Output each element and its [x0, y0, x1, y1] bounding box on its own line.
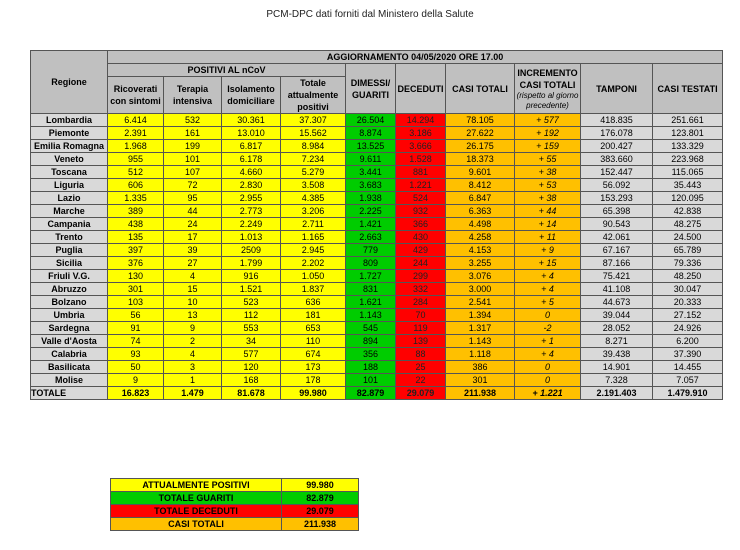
- table-row: [31, 296, 723, 309]
- casi-totali-cell: 6.363: [446, 205, 515, 218]
- ricoverati-cell: 606: [108, 179, 164, 192]
- terapia-header: Terapia intensiva: [164, 77, 222, 114]
- ricoverati-cell: 2.391: [108, 127, 164, 140]
- casi-testati-cell: 20.333: [653, 296, 723, 309]
- incremento-cell: + 44: [515, 205, 581, 218]
- table-row: [31, 127, 723, 140]
- incremento-cell: + 4: [515, 283, 581, 296]
- casi-testati-total-cell: 1.479.910: [653, 387, 723, 400]
- totale-positivi-cell: 8.984: [281, 140, 346, 153]
- tamponi-cell: 39.438: [581, 348, 653, 361]
- isolamento-cell: 2.773: [222, 205, 281, 218]
- deceduti-cell: 244: [396, 257, 446, 270]
- ricoverati-cell: 301: [108, 283, 164, 296]
- casi-totali-header: CASI TOTALI: [446, 64, 515, 114]
- incremento-cell: 0: [515, 309, 581, 322]
- summary-row: [111, 518, 359, 531]
- dimessi-cell: 1.938: [346, 192, 396, 205]
- dimessi-cell: 1.621: [346, 296, 396, 309]
- dimessi-cell: 2.663: [346, 231, 396, 244]
- isolamento-cell: 168: [222, 374, 281, 387]
- totale-positivi-total-cell: 99.980: [281, 387, 346, 400]
- casi-testati-cell: 133.329: [653, 140, 723, 153]
- isolamento-cell: 120: [222, 361, 281, 374]
- terapia-cell: 95: [164, 192, 222, 205]
- totale-positivi-cell: 110: [281, 335, 346, 348]
- dimessi-header: DIMESSI/ GUARITI: [346, 64, 396, 114]
- totale-positivi-cell: 173: [281, 361, 346, 374]
- table-row: [31, 166, 723, 179]
- casi-testati-cell: 251.661: [653, 114, 723, 127]
- update-title: AGGIORNAMENTO 04/05/2020 ORE 17.00: [108, 51, 723, 64]
- ricoverati-cell: 56: [108, 309, 164, 322]
- incremento-label: INCREMENTO CASI TOTALI: [517, 67, 578, 90]
- isolamento-cell: 2.830: [222, 179, 281, 192]
- deceduti-header: DECEDUTI: [396, 64, 446, 114]
- incremento-total-cell: + 1.221: [515, 387, 581, 400]
- region-cell: Piemonte: [31, 127, 108, 140]
- casi-testati-cell: 223.968: [653, 153, 723, 166]
- deceduti-cell: 119: [396, 322, 446, 335]
- dimessi-cell: 2.225: [346, 205, 396, 218]
- summary-value: 29.079: [282, 505, 359, 518]
- deceduti-cell: 14.294: [396, 114, 446, 127]
- deceduti-cell: 22: [396, 374, 446, 387]
- isolamento-cell: 523: [222, 296, 281, 309]
- region-cell: Liguria: [31, 179, 108, 192]
- deceduti-cell: 70: [396, 309, 446, 322]
- isolamento-cell: 4.660: [222, 166, 281, 179]
- ricoverati-cell: 6.414: [108, 114, 164, 127]
- terapia-cell: 24: [164, 218, 222, 231]
- region-cell: Marche: [31, 205, 108, 218]
- summary-row: [111, 492, 359, 505]
- terapia-cell: 199: [164, 140, 222, 153]
- terapia-cell: 107: [164, 166, 222, 179]
- isolamento-cell: 553: [222, 322, 281, 335]
- table-row: [31, 231, 723, 244]
- region-cell: Friuli V.G.: [31, 270, 108, 283]
- terapia-cell: 532: [164, 114, 222, 127]
- casi-testati-cell: 27.152: [653, 309, 723, 322]
- ricoverati-cell: 389: [108, 205, 164, 218]
- casi-testati-cell: 48.275: [653, 218, 723, 231]
- table-row: [31, 244, 723, 257]
- casi-testati-cell: 48.250: [653, 270, 723, 283]
- deceduti-cell: 284: [396, 296, 446, 309]
- table-row: [31, 348, 723, 361]
- region-cell: Umbria: [31, 309, 108, 322]
- tamponi-cell: 383.660: [581, 153, 653, 166]
- table-row: [31, 309, 723, 322]
- dimessi-cell: 188: [346, 361, 396, 374]
- totale-positivi-cell: 5.279: [281, 166, 346, 179]
- terapia-cell: 4: [164, 348, 222, 361]
- table-row: [31, 322, 723, 335]
- tamponi-cell: 42.061: [581, 231, 653, 244]
- table-row: [31, 218, 723, 231]
- ricoverati-cell: 397: [108, 244, 164, 257]
- casi-totali-cell: 386: [446, 361, 515, 374]
- casi-testati-cell: 79.336: [653, 257, 723, 270]
- casi-totali-cell: 301: [446, 374, 515, 387]
- terapia-cell: 17: [164, 231, 222, 244]
- tamponi-cell: 41.108: [581, 283, 653, 296]
- ricoverati-cell: 9: [108, 374, 164, 387]
- isolamento-cell: 2.955: [222, 192, 281, 205]
- deceduti-cell: 524: [396, 192, 446, 205]
- tamponi-cell: 65.398: [581, 205, 653, 218]
- incremento-cell: + 55: [515, 153, 581, 166]
- terapia-cell: 13: [164, 309, 222, 322]
- tamponi-cell: 75.421: [581, 270, 653, 283]
- region-cell: Toscana: [31, 166, 108, 179]
- casi-totali-cell: 9.601: [446, 166, 515, 179]
- ricoverati-cell: 91: [108, 322, 164, 335]
- totale-positivi-cell: 2.202: [281, 257, 346, 270]
- region-cell: Lazio: [31, 192, 108, 205]
- casi-testati-cell: 42.838: [653, 205, 723, 218]
- deceduti-cell: 139: [396, 335, 446, 348]
- casi-totali-cell: 1.394: [446, 309, 515, 322]
- deceduti-cell: 299: [396, 270, 446, 283]
- region-cell: Bolzano: [31, 296, 108, 309]
- casi-totali-cell: 27.622: [446, 127, 515, 140]
- incremento-cell: + 15: [515, 257, 581, 270]
- dimessi-cell: 101: [346, 374, 396, 387]
- totale-positivi-header: Totale attualmente positivi: [281, 77, 346, 114]
- dimessi-cell: 13.525: [346, 140, 396, 153]
- incremento-cell: + 192: [515, 127, 581, 140]
- region-total-cell: TOTALE: [31, 387, 108, 400]
- isolamento-cell: 1.521: [222, 283, 281, 296]
- incremento-cell: + 1: [515, 335, 581, 348]
- region-cell: Sicilia: [31, 257, 108, 270]
- casi-totali-cell: 3.255: [446, 257, 515, 270]
- totale-positivi-cell: 1.050: [281, 270, 346, 283]
- dimessi-cell: 1.421: [346, 218, 396, 231]
- ricoverati-cell: 438: [108, 218, 164, 231]
- tamponi-cell: 152.447: [581, 166, 653, 179]
- dimessi-cell: 1.727: [346, 270, 396, 283]
- tamponi-cell: 28.052: [581, 322, 653, 335]
- isolamento-cell: 1.799: [222, 257, 281, 270]
- dimessi-cell: 26.504: [346, 114, 396, 127]
- terapia-cell: 39: [164, 244, 222, 257]
- table-row: [31, 153, 723, 166]
- incremento-cell: + 4: [515, 270, 581, 283]
- tamponi-cell: 418.835: [581, 114, 653, 127]
- dimessi-cell: 831: [346, 283, 396, 296]
- isolamento-header: Isolamento domiciliare: [222, 77, 281, 114]
- isolamento-cell: 2509: [222, 244, 281, 257]
- casi-testati-cell: 35.443: [653, 179, 723, 192]
- casi-totali-cell: 1.118: [446, 348, 515, 361]
- casi-totali-cell: 2.541: [446, 296, 515, 309]
- casi-testati-cell: 14.455: [653, 361, 723, 374]
- incremento-cell: + 14: [515, 218, 581, 231]
- casi-testati-cell: 7.057: [653, 374, 723, 387]
- deceduti-cell: 430: [396, 231, 446, 244]
- terapia-cell: 10: [164, 296, 222, 309]
- casi-totali-cell: 1.143: [446, 335, 515, 348]
- isolamento-cell: 6.817: [222, 140, 281, 153]
- table-row: [31, 283, 723, 296]
- isolamento-cell: 112: [222, 309, 281, 322]
- tamponi-cell: 39.044: [581, 309, 653, 322]
- dimessi-cell: 545: [346, 322, 396, 335]
- dimessi-cell: 8.874: [346, 127, 396, 140]
- isolamento-cell: 34: [222, 335, 281, 348]
- region-cell: Trento: [31, 231, 108, 244]
- totale-positivi-cell: 178: [281, 374, 346, 387]
- dimessi-cell: 9.611: [346, 153, 396, 166]
- tamponi-cell: 153.293: [581, 192, 653, 205]
- incremento-cell: -2: [515, 322, 581, 335]
- incremento-cell: + 38: [515, 192, 581, 205]
- ricoverati-cell: 512: [108, 166, 164, 179]
- totale-positivi-cell: 3.206: [281, 205, 346, 218]
- table-row: [31, 374, 723, 387]
- incremento-header: [515, 64, 581, 114]
- totale-positivi-cell: 2.945: [281, 244, 346, 257]
- terapia-cell: 72: [164, 179, 222, 192]
- ricoverati-cell: 135: [108, 231, 164, 244]
- totale-positivi-cell: 636: [281, 296, 346, 309]
- isolamento-cell: 13.010: [222, 127, 281, 140]
- region-cell: Sardegna: [31, 322, 108, 335]
- terapia-cell: 161: [164, 127, 222, 140]
- terapia-cell: 27: [164, 257, 222, 270]
- summary-table: [110, 478, 359, 531]
- totale-positivi-cell: 2.711: [281, 218, 346, 231]
- region-cell: Calabria: [31, 348, 108, 361]
- ricoverati-header: Ricoverati con sintomi: [108, 77, 164, 114]
- tamponi-cell: 87.166: [581, 257, 653, 270]
- summary-label: TOTALE DECEDUTI: [111, 505, 282, 518]
- terapia-cell: 101: [164, 153, 222, 166]
- isolamento-total-cell: 81.678: [222, 387, 281, 400]
- totale-positivi-cell: 4.385: [281, 192, 346, 205]
- incremento-cell: 0: [515, 374, 581, 387]
- tamponi-cell: 8.271: [581, 335, 653, 348]
- region-cell: Valle d'Aosta: [31, 335, 108, 348]
- casi-testati-cell: 24.926: [653, 322, 723, 335]
- table-row: [31, 192, 723, 205]
- casi-testati-cell: 115.065: [653, 166, 723, 179]
- incremento-cell: + 5: [515, 296, 581, 309]
- deceduti-total-cell: 29.079: [396, 387, 446, 400]
- dimessi-cell: 894: [346, 335, 396, 348]
- deceduti-cell: 3.666: [396, 140, 446, 153]
- casi-totali-cell: 4.258: [446, 231, 515, 244]
- casi-totali-cell: 78.105: [446, 114, 515, 127]
- casi-totali-cell: 4.153: [446, 244, 515, 257]
- tamponi-cell: 44.673: [581, 296, 653, 309]
- totale-positivi-cell: 37.307: [281, 114, 346, 127]
- region-cell: Basilicata: [31, 361, 108, 374]
- casi-testati-cell: 123.801: [653, 127, 723, 140]
- ricoverati-cell: 93: [108, 348, 164, 361]
- casi-testati-cell: 120.095: [653, 192, 723, 205]
- table-row: [31, 140, 723, 153]
- deceduti-cell: 429: [396, 244, 446, 257]
- deceduti-cell: 25: [396, 361, 446, 374]
- isolamento-cell: 2.249: [222, 218, 281, 231]
- totale-positivi-cell: 1.165: [281, 231, 346, 244]
- ricoverati-cell: 1.335: [108, 192, 164, 205]
- casi-totali-cell: 6.847: [446, 192, 515, 205]
- deceduti-cell: 932: [396, 205, 446, 218]
- totale-positivi-cell: 15.562: [281, 127, 346, 140]
- totale-positivi-cell: 7.234: [281, 153, 346, 166]
- incremento-cell: + 53: [515, 179, 581, 192]
- region-cell: Puglia: [31, 244, 108, 257]
- casi-totali-cell: 18.373: [446, 153, 515, 166]
- casi-testati-header: CASI TESTATI: [653, 64, 723, 114]
- incremento-note: (rispetto al giorno precedente): [516, 90, 579, 110]
- total-row: [31, 387, 723, 400]
- dimessi-cell: 779: [346, 244, 396, 257]
- deceduti-cell: 3.186: [396, 127, 446, 140]
- totale-positivi-cell: 653: [281, 322, 346, 335]
- incremento-cell: + 577: [515, 114, 581, 127]
- table-row: [31, 361, 723, 374]
- summary-row: [111, 479, 359, 492]
- deceduti-cell: 88: [396, 348, 446, 361]
- tamponi-cell: 90.543: [581, 218, 653, 231]
- region-header: Regione: [31, 51, 108, 114]
- incremento-cell: 0: [515, 361, 581, 374]
- dimessi-cell: 356: [346, 348, 396, 361]
- dimessi-cell: 809: [346, 257, 396, 270]
- totale-positivi-cell: 3.508: [281, 179, 346, 192]
- casi-totali-total-cell: 211.938: [446, 387, 515, 400]
- dimessi-total-cell: 82.879: [346, 387, 396, 400]
- summary-value: 82.879: [282, 492, 359, 505]
- terapia-cell: 4: [164, 270, 222, 283]
- region-cell: Campania: [31, 218, 108, 231]
- terapia-cell: 3: [164, 361, 222, 374]
- incremento-cell: + 4: [515, 348, 581, 361]
- deceduti-cell: 332: [396, 283, 446, 296]
- deceduti-cell: 881: [396, 166, 446, 179]
- positivi-header: POSITIVI AL nCoV: [108, 64, 346, 77]
- casi-totali-cell: 3.000: [446, 283, 515, 296]
- deceduti-cell: 1.221: [396, 179, 446, 192]
- incremento-cell: + 38: [515, 166, 581, 179]
- tamponi-cell: 176.078: [581, 127, 653, 140]
- incremento-cell: + 11: [515, 231, 581, 244]
- casi-totali-cell: 8.412: [446, 179, 515, 192]
- page-title: PCM-DPC dati forniti dal Ministero della Salute: [266, 9, 474, 20]
- region-cell: Emilia Romagna: [31, 140, 108, 153]
- table-row: [31, 179, 723, 192]
- casi-testati-cell: 37.390: [653, 348, 723, 361]
- isolamento-cell: 30.361: [222, 114, 281, 127]
- summary-label: ATTUALMENTE POSITIVI: [111, 479, 282, 492]
- totale-positivi-cell: 674: [281, 348, 346, 361]
- tamponi-cell: 67.167: [581, 244, 653, 257]
- tamponi-cell: 56.092: [581, 179, 653, 192]
- tamponi-cell: 7.328: [581, 374, 653, 387]
- tamponi-cell: 200.427: [581, 140, 653, 153]
- casi-testati-cell: 6.200: [653, 335, 723, 348]
- table-row: [31, 257, 723, 270]
- totale-positivi-cell: 181: [281, 309, 346, 322]
- isolamento-cell: 577: [222, 348, 281, 361]
- region-cell: Molise: [31, 374, 108, 387]
- dimessi-cell: 3.441: [346, 166, 396, 179]
- terapia-cell: 1: [164, 374, 222, 387]
- table-row: [31, 335, 723, 348]
- casi-totali-cell: 1.317: [446, 322, 515, 335]
- isolamento-cell: 6.178: [222, 153, 281, 166]
- ricoverati-cell: 74: [108, 335, 164, 348]
- casi-testati-cell: 30.047: [653, 283, 723, 296]
- summary-label: CASI TOTALI: [111, 518, 282, 531]
- table-row: [31, 114, 723, 127]
- table-row: [31, 270, 723, 283]
- isolamento-cell: 916: [222, 270, 281, 283]
- ricoverati-cell: 955: [108, 153, 164, 166]
- region-cell: Abruzzo: [31, 283, 108, 296]
- isolamento-cell: 1.013: [222, 231, 281, 244]
- casi-testati-cell: 65.789: [653, 244, 723, 257]
- dimessi-cell: 3.683: [346, 179, 396, 192]
- ricoverati-cell: 130: [108, 270, 164, 283]
- region-cell: Lombardia: [31, 114, 108, 127]
- casi-totali-cell: 3.076: [446, 270, 515, 283]
- tamponi-total-cell: 2.191.403: [581, 387, 653, 400]
- terapia-cell: 44: [164, 205, 222, 218]
- tamponi-header: TAMPONI: [581, 64, 653, 114]
- summary-label: TOTALE GUARITI: [111, 492, 282, 505]
- casi-totali-cell: 26.175: [446, 140, 515, 153]
- terapia-cell: 15: [164, 283, 222, 296]
- summary-row: [111, 505, 359, 518]
- terapia-cell: 9: [164, 322, 222, 335]
- table-row: [31, 205, 723, 218]
- ricoverati-cell: 50: [108, 361, 164, 374]
- casi-totali-cell: 4.498: [446, 218, 515, 231]
- ricoverati-cell: 1.968: [108, 140, 164, 153]
- region-cell: Veneto: [31, 153, 108, 166]
- dimessi-cell: 1.143: [346, 309, 396, 322]
- incremento-cell: + 159: [515, 140, 581, 153]
- deceduti-cell: 1.528: [396, 153, 446, 166]
- summary-value: 99.980: [282, 479, 359, 492]
- casi-testati-cell: 24.500: [653, 231, 723, 244]
- terapia-total-cell: 1.479: [164, 387, 222, 400]
- tamponi-cell: 14.901: [581, 361, 653, 374]
- totale-positivi-cell: 1.837: [281, 283, 346, 296]
- summary-value: 211.938: [282, 518, 359, 531]
- deceduti-cell: 366: [396, 218, 446, 231]
- ricoverati-cell: 376: [108, 257, 164, 270]
- incremento-cell: + 9: [515, 244, 581, 257]
- ricoverati-total-cell: 16.823: [108, 387, 164, 400]
- covid-data-table: [30, 50, 723, 400]
- ricoverati-cell: 103: [108, 296, 164, 309]
- terapia-cell: 2: [164, 335, 222, 348]
